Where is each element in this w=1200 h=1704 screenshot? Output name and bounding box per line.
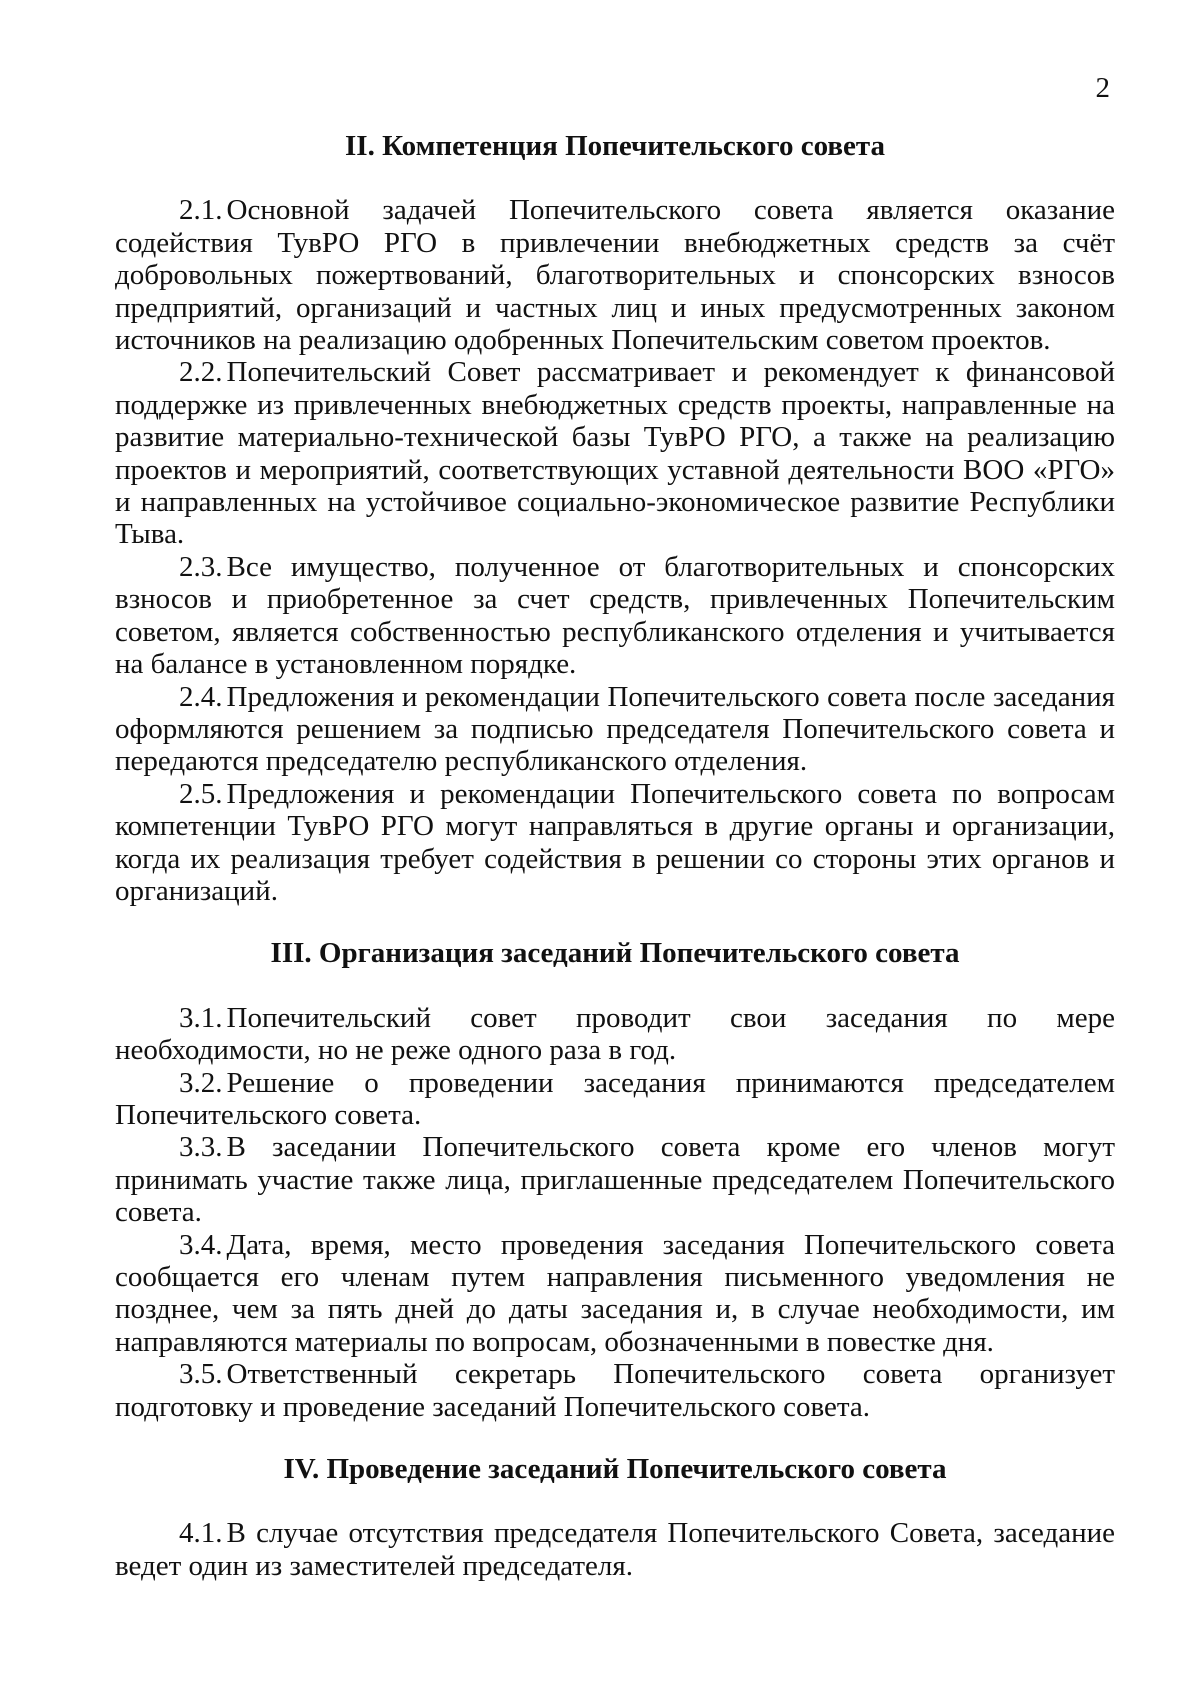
paragraph-2-4 — [115, 681, 1115, 778]
paragraph-text: Дата, время, место проведения заседания Попечительского совета сообщается его членам путем направления письменного уведомления не позднее, чем за пять дней до даты заседания и, в случае необходимости, им направляются материалы по вопросам, обозначенными в повестке дня. — [115, 1228, 1115, 1358]
paragraph-3-5 — [115, 1358, 1115, 1423]
paragraph-number: 2.4. — [179, 680, 223, 713]
paragraph-2-5 — [115, 778, 1115, 908]
paragraph-text: Основной задачей Попечительского совета является оказание содействия ТувРО РГО в привлечении внебюджетных средств за счёт добровольных пожертвований, благотворительных и спонсорских взносов предприятий, организаций и частных лиц и иных предусмотренных законом источников на реализацию одобренных Попечительским советом проектов. — [115, 194, 1115, 357]
paragraph-3-1 — [115, 1002, 1115, 1067]
paragraph-3-4 — [115, 1229, 1115, 1359]
paragraph-text: Предложения и рекомендации Попечительского совета по вопросам компетенции ТувРО РГО могут направляться в другие органы и организации, когда их реализация требует содействия в решении со стороны этих органов и организаций. — [115, 777, 1115, 907]
paragraph-2-2 — [115, 356, 1115, 550]
paragraph-number: 3.2. — [179, 1066, 223, 1099]
paragraph-2-1 — [115, 194, 1115, 356]
paragraph-number: 2.1. — [179, 194, 223, 227]
paragraph-number: 2.5. — [179, 777, 223, 810]
paragraph-text: Предложения и рекомендации Попечительского совета после заседания оформляются решением за подписью председателя Попечительского совета и передаются председателю республиканского отделения. — [115, 680, 1115, 778]
paragraph-text: Попечительский совет проводит свои заседания по мере необходимости, но не реже одного раза в год. — [115, 1001, 1115, 1067]
paragraph-2-3 — [115, 551, 1115, 681]
paragraph-number: 3.4. — [179, 1228, 223, 1261]
paragraph-text: Попечительский Совет рассматривает и рекомендует к финансовой поддержке из привлеченных внебюджетных средств проекты, направленные на развитие материально-технической базы ТувРО РГО, а также на реализацию проектов и мероприятий, соответствующих уставной деятельности ВОО «РГО» и направленных на устойчивое социально-экономическое развитие Республики Тыва. — [115, 356, 1115, 551]
paragraph-number: 3.3. — [179, 1131, 223, 1164]
paragraph-number: 4.1. — [179, 1517, 223, 1550]
paragraph-text: Ответственный секретарь Попечительского совета организует подготовку и проведение заседаний Попечительского совета. — [115, 1358, 1115, 1423]
paragraph-number: 3.1. — [179, 1001, 223, 1034]
document-body — [115, 130, 1115, 1582]
paragraph-number: 3.5. — [179, 1358, 223, 1391]
section-heading-meetings-organization: III. Организация заседаний Попечительского совета — [270, 937, 960, 970]
paragraph-text: В заседании Попечительского совета кроме его членов могут принимать участие также лица, приглашенные председателем Попечительского совета. — [115, 1131, 1115, 1229]
paragraph-4-1 — [115, 1517, 1115, 1582]
paragraph-3-2 — [115, 1067, 1115, 1132]
paragraph-text: Все имущество, полученное от благотворительных и спонсорских взносов и приобретенное за счет средств, привлеченных Попечительским советом, является собственностью республиканского отделения и учитывается на балансе в установленном порядке. — [115, 550, 1115, 681]
section-heading-competence: II. Компетенция Попечительского совета — [345, 130, 885, 162]
section-heading-meetings-conduct: IV. Проведение заседаний Попечительского совета — [283, 1453, 947, 1486]
paragraph-number: 2.3. — [179, 550, 223, 583]
paragraph-3-3 — [115, 1131, 1115, 1228]
paragraph-text: Решение о проведении заседания принимаются председателем Попечительского совета. — [115, 1066, 1115, 1131]
paragraph-text: В случае отсутствия председателя Попечительского Совета, заседание ведет один из заместителей председателя. — [115, 1517, 1115, 1582]
page-number: 2 — [1095, 72, 1110, 104]
paragraph-number: 2.2. — [179, 356, 223, 389]
